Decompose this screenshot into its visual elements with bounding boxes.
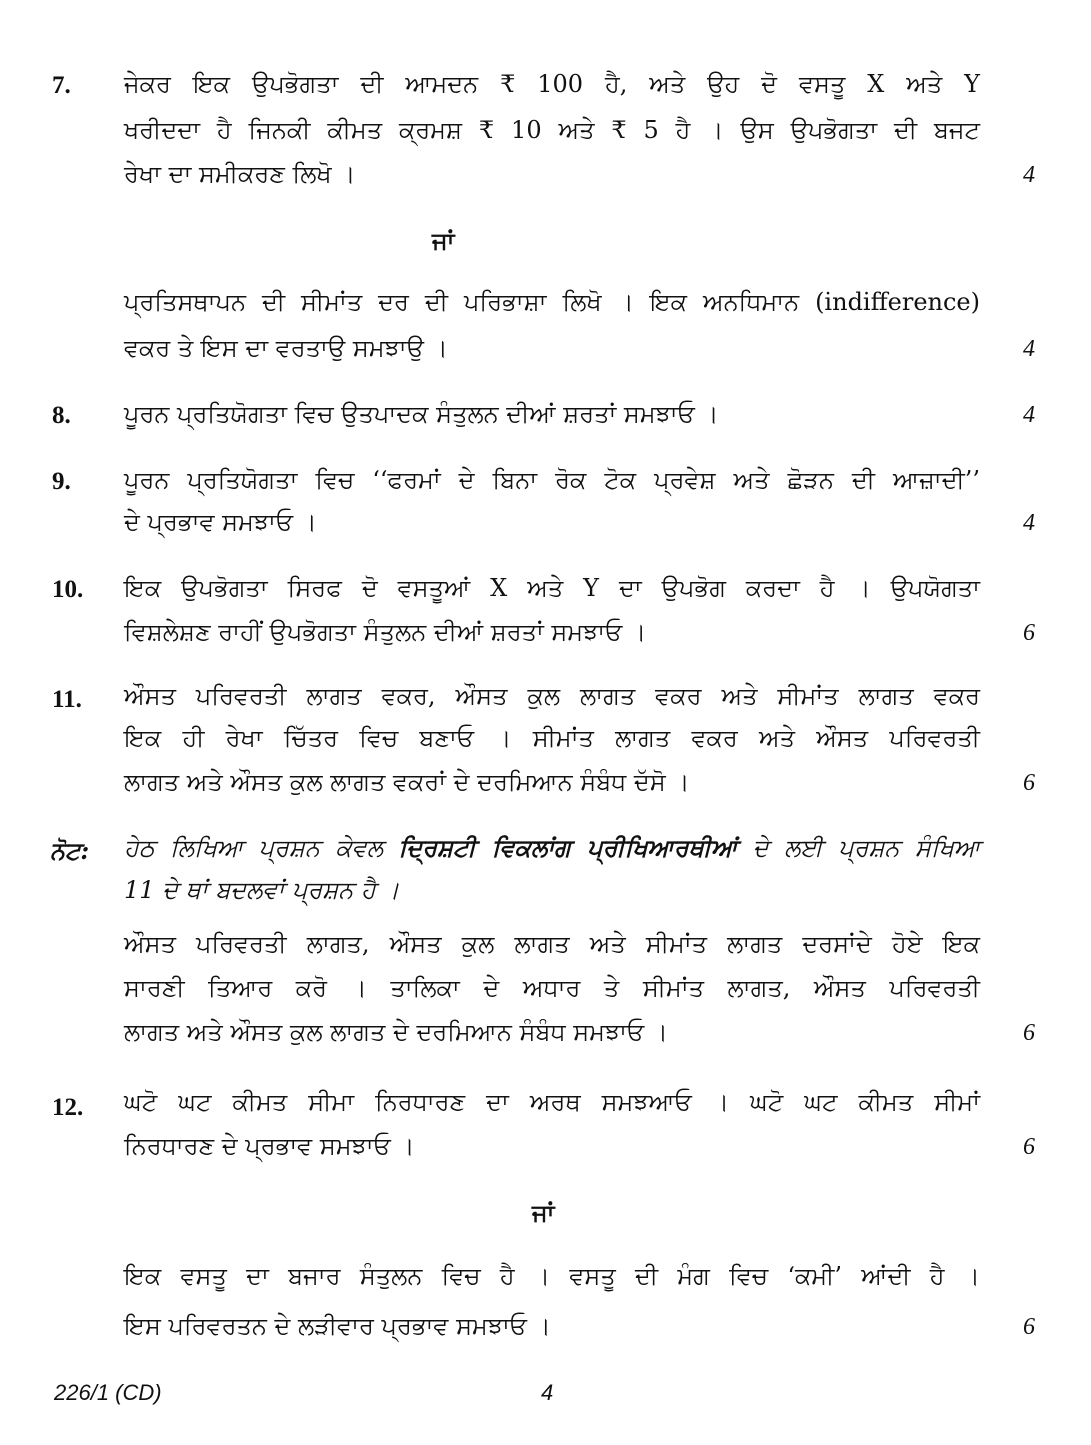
- q7-alt-marks: 4: [1023, 336, 1035, 362]
- q12-or-label: ਜਾਂ: [532, 1198, 555, 1227]
- page-number: 4: [541, 1380, 554, 1405]
- q12-marks: 6: [1023, 1134, 1035, 1160]
- q11-line-1: ਔਸਤ ਪਰਿਵਰਤੀ ਲਾਗਤ ਵਕਰ, ਔਸਤ ਕੁਲ ਲਾਗਤ ਵਕਰ ਅਤੇ ਸੀਮਾਂਤ ਲਾਗਤ ਵਕਰ: [124, 682, 980, 710]
- q12-alt-marks: 6: [1023, 1314, 1035, 1340]
- note-label: ਨੋਟ:: [50, 836, 90, 865]
- q7-alt-line-1: ਪ੍ਰਤਿਸਥਾਪਨ ਦੀ ਸੀਮਾਂਤ ਦਰ ਦੀ ਪਰਿਭਾਸ਼ਾ ਲਿਖੋ । ਇਕ ਅਨਧਿਮਾਨ (indifference): [124, 288, 980, 316]
- question-number-12: 12.: [52, 1094, 84, 1121]
- q7-line-2: ਖਰੀਦਦਾ ਹੈ ਜਿਨਕੀ ਕੀਮਤ ਕ੍ਰਮਸ਼ ₹ 10 ਅਤੇ ₹ 5 ਹੈ । ਉਸ ਉਪਭੋਗਤਾ ਦੀ ਬਜਟ: [124, 116, 980, 144]
- paper-code: 226/1 (CD): [54, 1380, 162, 1405]
- q10-line-1: ਇਕ ਉਪਭੋਗਤਾ ਸਿਰਫ ਦੋ ਵਸਤੂਆਂ X ਅਤੇ Y ਦਾ ਉਪਭੋਗ ਕਰਦਾ ਹੈ । ਉਪਯੋਗਤਾ: [124, 574, 980, 602]
- question-number-8: 8.: [52, 402, 71, 429]
- q9-marks: 4: [1023, 510, 1035, 536]
- note-line-1-post: ਦੇ ਲਈ ਪ੍ਰਸ਼ਨ ਸੰਖਿਆ: [737, 834, 980, 862]
- question-number-11: 11.: [52, 686, 82, 713]
- q9-line-2: ਦੇ ਪ੍ਰਭਾਵ ਸਮਝਾਓ ।: [124, 508, 317, 536]
- q7-line-3: ਰੇਖਾ ਦਾ ਸਮੀਕਰਣ ਲਿਖੋ ।: [124, 160, 356, 188]
- q12-line-1: ਘਟੋ ਘਟ ਕੀਮਤ ਸੀਮਾ ਨਿਰਧਾਰਣ ਦਾ ਅਰਥ ਸਮਝਆਓ । ਘਟੋ ਘਟ ਕੀਮਤ ਸੀਮਾਂ: [124, 1088, 980, 1116]
- q10-marks: 6: [1023, 620, 1035, 646]
- note-line-2: 11 ਦੇ ਥਾਂ ਬਦਲਵਾਂ ਪ੍ਰਸ਼ਨ ਹੈ ।: [124, 876, 400, 904]
- q10-line-2: ਵਿਸ਼ਲੇਸ਼ਣ ਰਾਹੀਂ ਉਪਭੋਗਤਾ ਸੰਤੁਲਨ ਦੀਆਂ ਸ਼ਰਤਾਂ ਸਮਝਾਓ ।: [124, 618, 647, 646]
- q7-or-label: ਜਾਂ: [432, 226, 455, 255]
- note-body-line-1: ਔਸਤ ਪਰਿਵਰਤੀ ਲਾਗਤ, ਔਸਤ ਕੁਲ ਲਾਗਤ ਅਤੇ ਸੀਮਾਂਤ ਲਾਗਤ ਦਰਸਾਂਦੇ ਹੋਏ ਇਕ: [124, 930, 980, 958]
- q12-alt-line-2: ਇਸ ਪਰਿਵਰਤਨ ਦੇ ਲੜੀਵਾਰ ਪ੍ਰਭਾਵ ਸਮਝਾਓ ।: [124, 1312, 551, 1340]
- q7-line-1: ਜੇਕਰ ਇਕ ਉਪਭੋਗਤਾ ਦੀ ਆਮਦਨ ₹ 100 ਹੈ, ਅਤੇ ਉਹ ਦੋ ਵਸਤੂ X ਅਤੇ Y: [124, 70, 980, 98]
- question-number-9: 9.: [52, 468, 71, 495]
- q12-line-2: ਨਿਰਧਾਰਣ ਦੇ ਪ੍ਰਭਾਵ ਸਮਝਾਓ ।: [124, 1132, 415, 1160]
- note-line-1-pre: ਹੇਠ ਲਿਖਿਆ ਪ੍ਰਸ਼ਨ ਕੇਵਲ: [124, 834, 399, 862]
- q7-alt-line-2: ਵਕਰ ਤੇ ਇਸ ਦਾ ਵਰਤਾਉ ਸਮਝਾਉ ।: [124, 334, 448, 362]
- note-line-1-bold: ਦ੍ਰਿਸ਼ਟੀ ਵਿਕਲਾਂਗ ਪ੍ਰੀਖਿਆਰਥੀਆਂ: [398, 833, 738, 862]
- q9-line-1: ਪੂਰਨ ਪ੍ਰਤਿਯੋਗਤਾ ਵਿਚ ‘‘ਫਰਮਾਂ ਦੇ ਬਿਨਾ ਰੋਕ ਟੋਕ ਪ੍ਰਵੇਸ਼ ਅਤੇ ਛੋੜਨ ਦੀ ਆਜ਼ਾਦੀ’’: [124, 466, 980, 494]
- note-line-1: [124, 833, 980, 862]
- q7-marks: 4: [1023, 162, 1035, 188]
- q11-line-2: ਇਕ ਹੀ ਰੇਖਾ ਚਿੱਤਰ ਵਿਚ ਬਣਾਓ । ਸੀਮਾਂਤ ਲਾਗਤ ਵਕਰ ਅਤੇ ਔਸਤ ਪਰਿਵਰਤੀ: [124, 724, 980, 752]
- note-marks: 6: [1023, 1020, 1035, 1046]
- q12-alt-line-1: ਇਕ ਵਸਤੂ ਦਾ ਬਜਾਰ ਸੰਤੁਲਨ ਵਿਚ ਹੈ । ਵਸਤੂ ਦੀ ਮੰਗ ਵਿਚ ‘ਕਮੀ’ ਆਂਦੀ ਹੈ ।: [124, 1262, 980, 1290]
- question-number-10: 10.: [52, 576, 84, 603]
- q11-marks: 6: [1023, 770, 1035, 796]
- note-body-line-3: ਲਾਗਤ ਅਤੇ ਔਸਤ ਕੁਲ ਲਾਗਤ ਦੇ ਦਰਮਿਆਨ ਸੰਬੰਧ ਸਮਝਾਓ ।: [124, 1018, 668, 1046]
- q11-line-3: ਲਾਗਤ ਅਤੇ ਔਸਤ ਕੁਲ ਲਾਗਤ ਵਕਰਾਂ ਦੇ ਦਰਮਿਆਨ ਸੰਬੰਧ ਦੱਸੋ ।: [124, 768, 690, 796]
- question-number-7: 7.: [52, 72, 71, 99]
- note-body-line-2: ਸਾਰਣੀ ਤਿਆਰ ਕਰੋ । ਤਾਲਿਕਾ ਦੇ ਅਧਾਰ ਤੇ ਸੀਮਾਂਤ ਲਾਗਤ, ਔਸਤ ਪਰਿਵਰਤੀ: [124, 974, 980, 1002]
- q8-marks: 4: [1023, 402, 1035, 428]
- q8-line-1: ਪੂਰਨ ਪ੍ਰਤਿਯੋਗਤਾ ਵਿਚ ਉਤਪਾਦਕ ਸੰਤੁਲਨ ਦੀਆਂ ਸ਼ਰਤਾਂ ਸਮਝਾਓ ।: [124, 400, 719, 428]
